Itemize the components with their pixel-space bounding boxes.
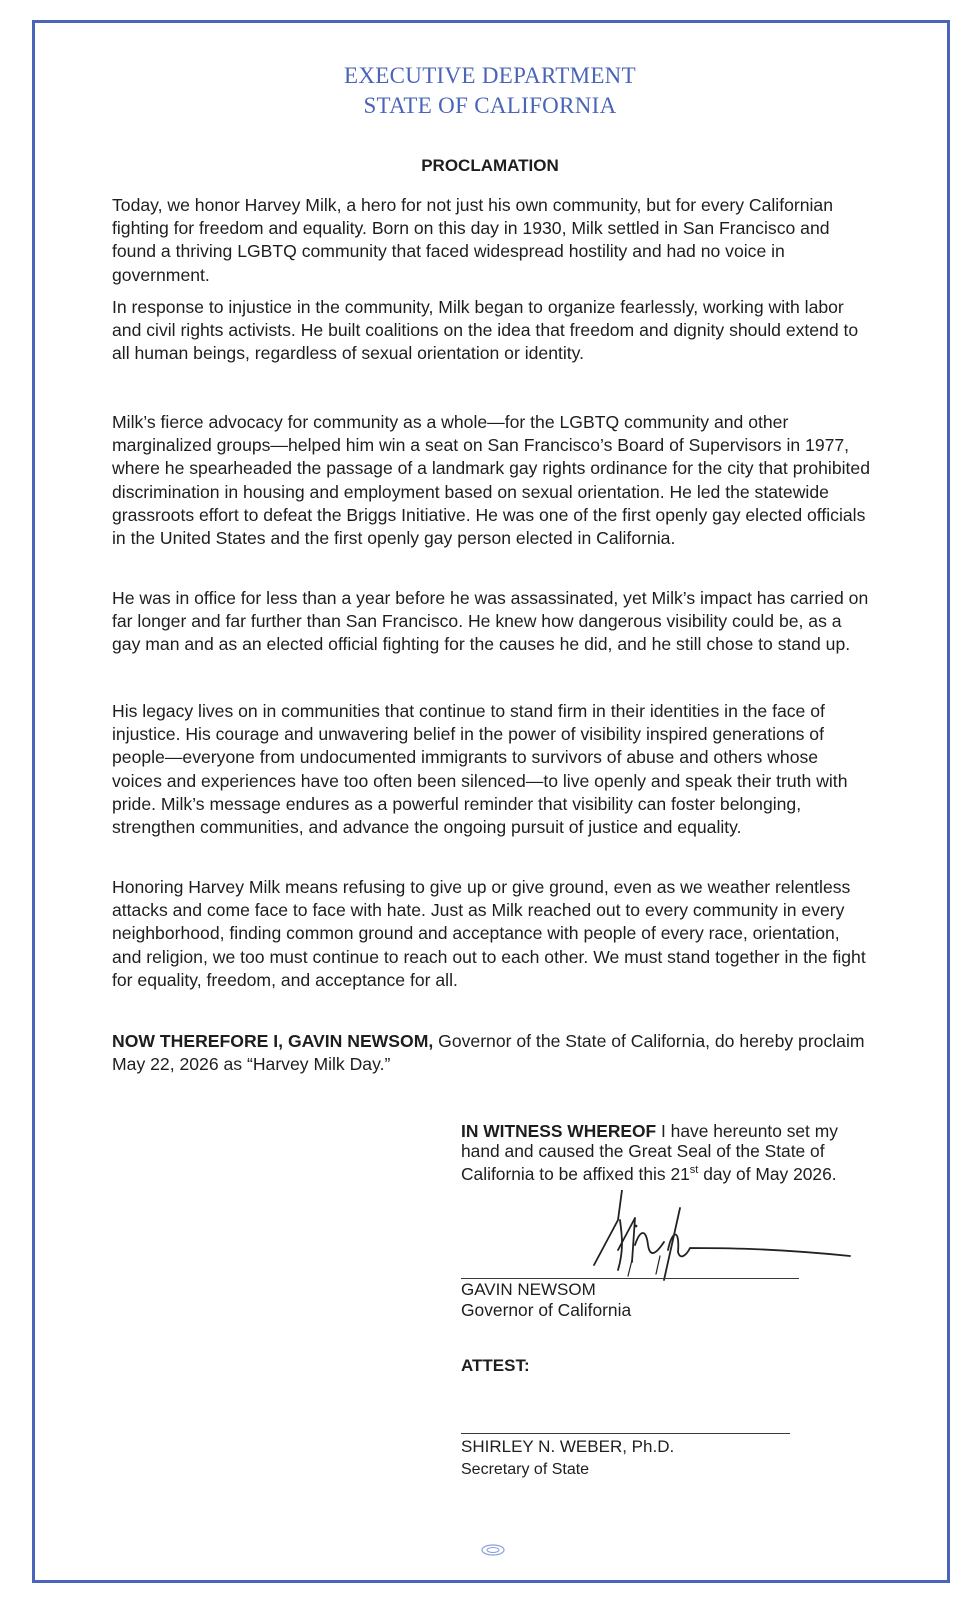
proclamation-rest: Governor of the State of California, do hereby proclaim May 22, 2026 as “Harvey Milk Day.” (112, 1031, 865, 1075)
document-title: PROCLAMATION (421, 156, 559, 175)
attest-label: ATTEST: (461, 1356, 530, 1375)
witness-superscript: st (689, 1164, 699, 1176)
attest-signature-line (461, 1433, 790, 1434)
paragraph-text: His legacy lives on in communities that continue to stand firm in their identities in the face of injustice. His courage and unwavering belief in the power of visibility inspired generations of people—everyone from undocumented immigrants to survivors of abuse and others whose voices and experiences have too often been silenced—to live openly and speak their truth with pride. Milk’s message endures as a powerful reminder that visibility can foster belonging, strengthen communities, and advance the ongoing pursuit of justice and equality. (112, 701, 848, 838)
paragraph-text: He was in office for less than a year before he was assassinated, yet Milk’s impact has carried on far longer and far further than San Francisco. He knew how dangerous visibility could be, as a gay man and as an elected official fighting for the causes he did, and he still chose to stand up. (112, 588, 869, 655)
governor-name: GAVIN NEWSOM (461, 1280, 596, 1299)
header-line-1: EXECUTIVE DEPARTMENT (344, 63, 636, 88)
secretary-name: SHIRLEY N. WEBER, Ph.D. (461, 1437, 675, 1456)
seal-icon (480, 1543, 506, 1557)
paragraph-text: Today, we honor Harvey Milk, a hero for not just his own community, but for every Californian fighting for freedom and equality. Born on this day in 1930, Milk settled in San Francisco and found a thriving LGBTQ community that faced widespread hostility and had no voice in government. (112, 195, 833, 285)
paragraph-1 (112, 194, 872, 287)
paragraph-5 (112, 700, 872, 839)
paragraph-4 (112, 587, 872, 657)
witness-block (461, 1122, 871, 1184)
header-line-2: STATE OF CALIFORNIA (363, 93, 617, 118)
governor-signature-line (461, 1278, 799, 1279)
witness-text: I have hereunto set my hand and caused the Great Seal of the State of California to be affixed this 21 (461, 1121, 838, 1184)
secretary-title: Secretary of State (461, 1461, 590, 1478)
paragraph-text: Honoring Harvey Milk means refusing to give up or give ground, even as we weather relentless attacks and come face to face with hate. Just as Milk reached out to every community in every neighborhood, finding common ground and acceptance with people of every race, orientation, and religion, we too must continue to reach out to each other. We must stand together in the fight for equality, freedom, and acceptance for all. (112, 877, 866, 990)
proclamation-lead: NOW THEREFORE I, GAVIN NEWSOM, (112, 1031, 434, 1051)
governor-title: Governor of California (461, 1300, 632, 1320)
paragraph-text: In response to injustice in the community, Milk began to organize fearlessly, working with labor and civil rights activists. He built coalitions on the idea that freedom and dignity should extend to all human beings, regardless of sexual orientation or identity. (112, 297, 859, 364)
paragraph-3 (112, 411, 872, 550)
governor-signature (560, 1190, 860, 1300)
proclamation-statement (112, 1030, 872, 1076)
witness-lead: IN WITNESS WHEREOF (461, 1121, 657, 1141)
paragraph-6 (112, 876, 872, 992)
paragraph-text: Milk’s fierce advocacy for community as a whole—for the LGBTQ community and other marginalized groups—helped him win a seat on San Francisco’s Board of Supervisors in 1977, where he spearheaded the passage of a landmark gay rights ordinance for the city that prohibited discrimination in housing and employment based on sexual orientation. He led the statewide grassroots effort to defeat the Briggs Initiative. He was one of the first openly gay elected officials in the United States and the first openly gay person elected in California. (112, 412, 870, 549)
witness-tail: day of May 2026. (698, 1163, 837, 1184)
paragraph-2 (112, 296, 872, 366)
